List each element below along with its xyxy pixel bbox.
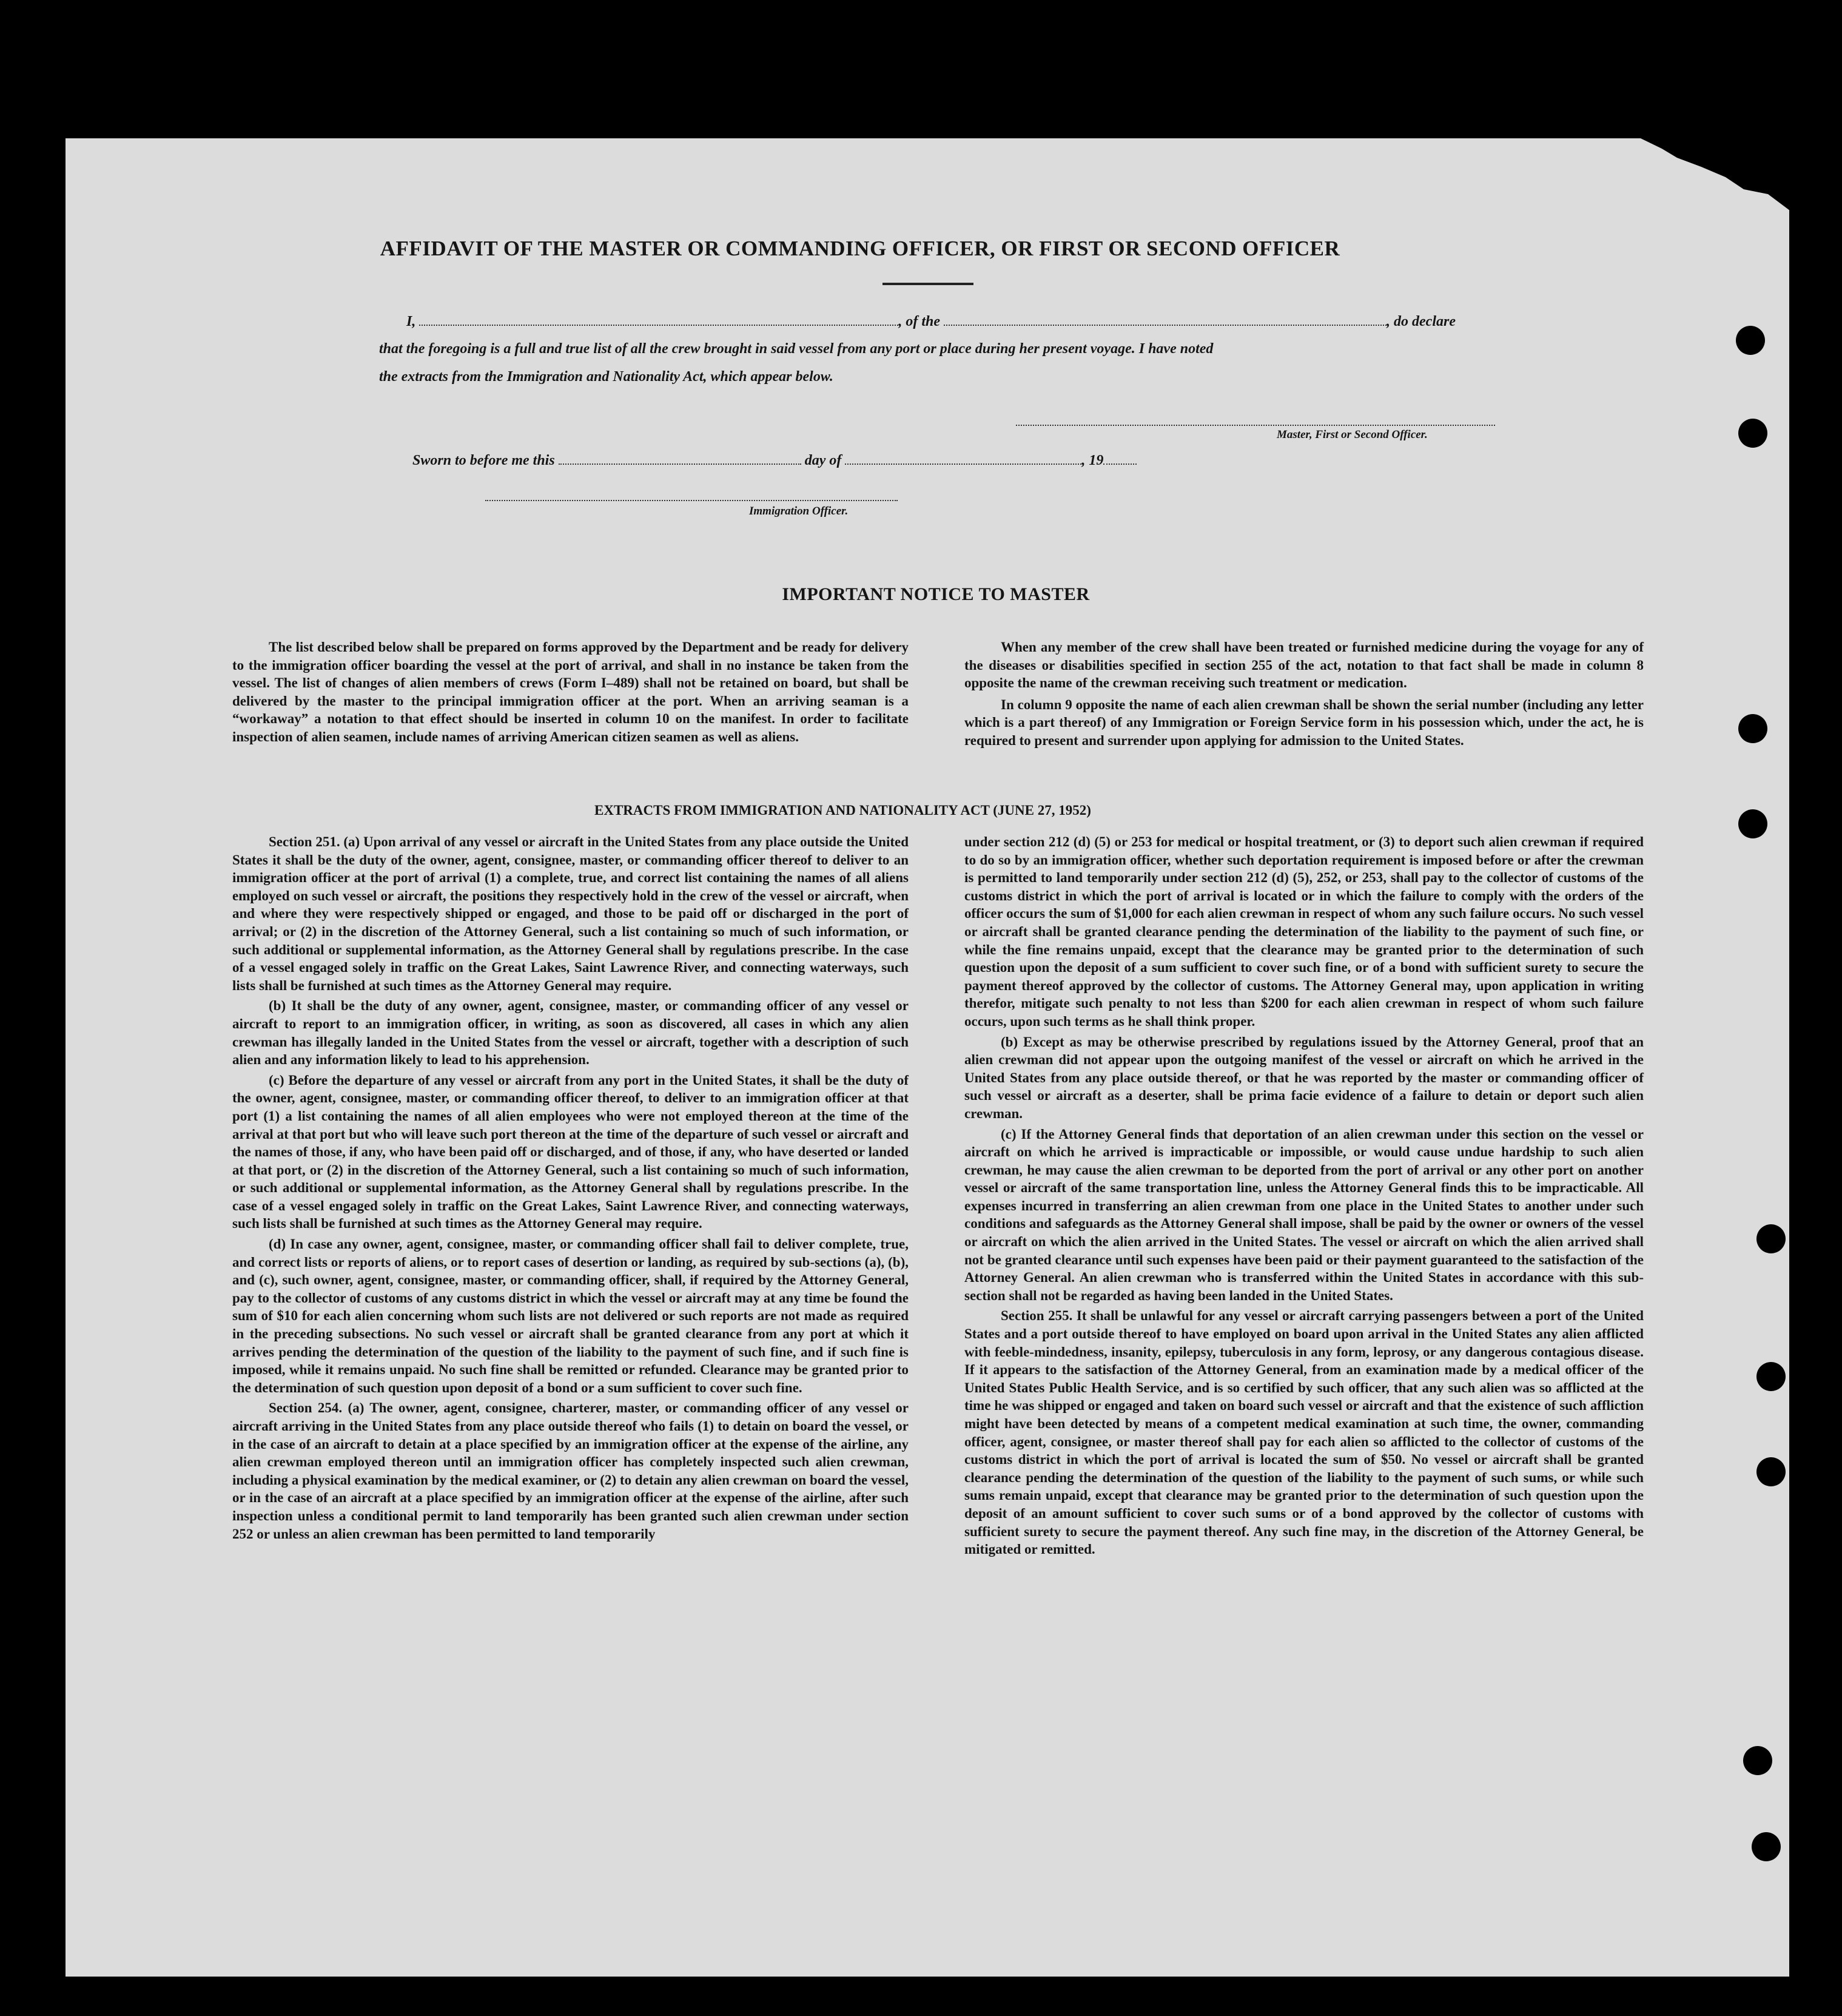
notice-paragraph: The list described below shall be prepared on forms approved by the Department and be ready for delivery to the immigration officer boarding the vessel at the port of arrival, and shall in no instance be taken from the vessel. The list of changes of alien members of crews (Form I–489) shall not be retained on board, but shall be delivered by the master to the principal immigration officer at the port. When an arriving seaman is a “workaway” a notation to that effect should be inserted in column 10 on the manifest. In order to facilitate inspection of alien seamen, include names of arriving American citizen seamen as well as aliens. xyxy=(232,639,909,744)
year-label: , 19 xyxy=(1081,453,1104,468)
extract-paragraph: under section 212 (d) (5) or 253 for medical or hospital treatment, or (3) to deport such alien crewman if required to do so by an immigration officer, whether such deportation requirement is imposed before or after the crewman is permitted to land temporarily under section 212 (d) (5), 252, or 253, shall pay to the collector of customs of the customs district in which the port of arrival is located or in which the failure to comply with the orders of the officer occurs the sum of $1,000 for each alien crewman in respect of whom any such failure occurs. No such vessel or aircraft shall be granted clearance pending the determination of the liability to the payment of such fine, or while the fine remains unpaid, except that the clearance may be granted prior to the determination of such question upon the deposit of a sum sufficient to cover such fine, or of a bond with sufficient surety to secure the payment thereof approved by the collector of customs. The Attorney General may, upon application in writing therefor, mitigate such penalty to not less than $200 for each alien crewman in respect of whom such failure occurs, upon such terms as he shall think proper. xyxy=(964,834,1644,1029)
notice-paragraph: In column 9 opposite the name of each alien crewman shall be shown the serial number (including any letter which is a part thereof) of any Immigration or Foreign Service form in his possession which, under the act, he is required to present and surrender upon applying for admission to the United States. xyxy=(964,696,1644,748)
extracts-left-column xyxy=(232,833,909,1543)
notice-paragraph: When any member of the crew shall have been treated or furnished medicine during the voyage for any of the diseases or disabilities specified in section 255 of the act, notation to that fact shall be made in column 8 opposite the name of the crewman receiving such treatment or medication. xyxy=(964,639,1644,691)
notice-right-column xyxy=(964,638,1644,750)
vessel-name-field[interactable] xyxy=(944,312,1387,326)
declarant-name-field[interactable] xyxy=(419,312,898,326)
day-of-label: day of xyxy=(804,453,842,468)
torn-corner xyxy=(1550,121,1835,322)
vessel-label: , of the xyxy=(898,314,941,329)
declaration-line-2: that the foregoing is a full and true list of all the crew brought in said vessel from any port or place during her present voyage. I have noted xyxy=(379,341,1214,357)
sworn-day-field[interactable] xyxy=(559,451,801,465)
extract-paragraph: (c) If the Attorney General finds that deportation of an alien crewman under this section on the vessel or aircraft on which he arrived is impracticable or impossible, or would cause undue hardship to such alien crewman, he may cause the alien crewman to be deported from the port of arrival or any other port on another vessel or aircraft of the same transportation line, unless the Attorney General finds this to be impracticable. All expenses incurred in transferring an alien crewman from one place in the United States to another under such conditions and safeguards as the Attorney General shall impose, shall be paid by the owner or owners of the vessel or aircraft on which the alien arrived in the United States. The vessel or aircraft on which the alien arrived shall not be granted clearance until such expenses have been paid or their payment guaranteed to the satisfaction of the Attorney General. An alien crewman who is transferred within the United States in accordance with this sub-section shall not be regarded as having been landed in the United States. xyxy=(964,1126,1644,1303)
extract-paragraph: Section 254. (a) The owner, agent, consignee, charterer, master, or commanding officer of any vessel or aircraft arriving in the United States from any place outside thereof who fails (1) to detain on board the vessel, or in the case of an aircraft to detain at a place specified by an immigration officer at the expense of the airline, any alien crewman employed thereon until an immigration officer has completely inspected such alien crewman, including a physical examination by the medical examiner, or (2) to detain any alien crewman on board the vessel, or in the case of an aircraft at a place specified by an immigration officer at the expense of the airline, after such inspection unless a conditional permit to land temporarily has been granted such alien crewman under section 252 or unless an alien crewman has been permitted to land temporarily xyxy=(232,1400,909,1542)
declaration-line-1 xyxy=(406,312,1456,330)
extract-paragraph: Section 251. (a) Upon arrival of any vessel or aircraft in the United States from any place outside the United States it shall be the duty of the owner, agent, consignee, master, or commanding officer thereof to deliver to an immigration officer at the port of arrival (1) a complete, true, and correct list containing the names of all aliens employed on such vessel or aircraft, the positions they respectively hold in the crew of the vessel or aircraft, when and where they were respectively shipped or engaged, and those to be paid off or discharged in the port of arrival; or (2) in the discretion of the Attorney General, such a list containing so much of such information, or such additional or supplemental information, as the Attorney General shall by regulations prescribe. In the case of a vessel engaged solely in traffic on the Great Lakes, Saint Lawrence River, and connecting waterways, such lists shall be furnished at such times as the Attorney General may require. xyxy=(232,834,909,993)
affidavit-title: AFFIDAVIT OF THE MASTER OR COMMANDING OFFICER, OR FIRST OR SECOND OFFICER xyxy=(380,237,1340,260)
notice-title: IMPORTANT NOTICE TO MASTER xyxy=(782,584,1090,604)
sworn-month-field[interactable] xyxy=(845,451,1081,465)
punch-hole-2 xyxy=(1738,419,1767,448)
sworn-year-field[interactable] xyxy=(1103,451,1137,465)
extract-paragraph: (c) Before the departure of any vessel or aircraft from any port in the United States, it shall be the duty of the owner, agent, consignee, master, or commanding officer thereof, to deliver to an immigration officer at that port (1) a list containing the names of all alien employees who were not employed thereon at the time of the arrival at that port but who will leave such port thereon at the time of the departure of such vessel or aircraft and the names of those, if any, who have been paid off or discharged, and of those, if any, who have deserted or landed at that port, or (2) in the discretion of the Attorney General, such a list containing so much of such information, or such additional or supplemental information, as the Attorney General shall by regulations prescribe. In the case of a vessel engaged solely in traffic on the Great Lakes, Saint Lawrence River, and connecting waterways, such lists shall be furnished at such times as the Attorney General may require. xyxy=(232,1072,909,1232)
extract-paragraph: Section 255. It shall be unlawful for any vessel or aircraft carrying passengers between a port of the United States and a port outside thereof to have employed on board upon arrival in the United States any alien afflicted with feeble-mindedness, insanity, epilepsy, tuberculosis in any form, leprosy, or any dangerous contagious disease. If it appears to the satisfaction of the Attorney General, from an examination made by a medical officer of the United States Public Health Service, and is so certified by such officer, that any such alien was so afflicted at the time he was shipped or engaged and taken on board such vessel or aircraft and that the existence of such affliction might have been detected by means of a competent medical examination at such time, the owner, commanding officer, agent, consignee, or master thereof shall pay for each alien so afflicted to the collector of customs of the customs district in which the port of arrival is located the sum of $50. No vessel or aircraft shall be granted clearance pending the determination of the question of the liability to the payment of such sums, or while such sums remain unpaid, except that clearance may be granted prior to the determination of such question upon the deposit of an amount sufficient to cover such sums or of a bond approved by the collector of customs with sufficient surety to secure the payment thereof. Any such fine may, in the discretion of the Attorney General, be mitigated or remitted. xyxy=(964,1308,1644,1557)
master-caption: Master, First or Second Officer. xyxy=(1277,428,1428,441)
extract-paragraph: (b) Except as may be otherwise prescribed by regulations issued by the Attorney General, proof that an alien crewman did not appear upon the outgoing manifest of the vessel or aircraft on which he arrived in the United States from any place outside thereof, or that he was reported by the master or commanding officer of such vessel or aircraft as a deserter, shall be prima facie evidence of a failure to detain or deport such alien crewman. xyxy=(964,1034,1644,1121)
punch-hole-3 xyxy=(1738,714,1767,743)
title-rule xyxy=(882,283,973,285)
officer-caption: Immigration Officer. xyxy=(749,505,849,517)
sworn-label: Sworn to before me this xyxy=(412,453,555,468)
punch-hole-5 xyxy=(1756,1224,1786,1253)
extract-paragraph: (b) It shall be the duty of any owner, agent, consignee, master, or commanding officer of any vessel or aircraft to report to an immigration officer, in writing, as soon as discovered, all cases in which any alien crewman has illegally landed in the United States from the vessel or aircraft, together with a description of such alien and any information likely to lead to his apprehension. xyxy=(232,998,909,1068)
declarant-prefix: I, xyxy=(406,314,416,329)
notice-left-column xyxy=(232,638,909,746)
officer-signature-field[interactable] xyxy=(485,488,898,501)
master-signature-field[interactable] xyxy=(1016,413,1495,426)
extract-paragraph: (d) In case any owner, agent, consignee, master, or commanding officer shall fail to deliver complete, true, and correct lists or reports of aliens, or to report cases of desertion or landing, as required by sub-sections (a), (b), and (c), such owner, agent, consignee, master, or commanding officer, shall, if required by the Attorney General, pay to the collector of customs of any customs district in which the vessel or aircraft may at any time be found the sum of $10 for each alien concerning whom such lists are not delivered or such reports are not made as required in the preceding subsections. No such vessel or aircraft shall be granted clearance from any port at which it arrives pending the determination of the question of the liability to the payment of such fine, and if such fine is imposed, while it remains unpaid. No such fine shall be remitted or refunded. Clearance may be granted prior to the determination of such question upon deposit of a bond or a sum sufficient to cover such fine. xyxy=(232,1236,909,1395)
declaration-line-3: the extracts from the Immigration and Nationality Act, which appear below. xyxy=(379,369,833,385)
extracts-title: EXTRACTS FROM IMMIGRATION AND NATIONALITY ACT (JUNE 27, 1952) xyxy=(594,803,1091,818)
declare-label: , do declare xyxy=(1387,314,1456,329)
punch-hole-8 xyxy=(1743,1746,1772,1775)
extracts-right-column xyxy=(964,833,1644,1559)
punch-hole-9 xyxy=(1752,1832,1781,1861)
punch-hole-7 xyxy=(1756,1457,1786,1486)
punch-hole-1 xyxy=(1736,326,1765,355)
sworn-line xyxy=(412,451,1137,469)
punch-hole-4 xyxy=(1738,809,1767,838)
punch-hole-6 xyxy=(1756,1362,1786,1391)
